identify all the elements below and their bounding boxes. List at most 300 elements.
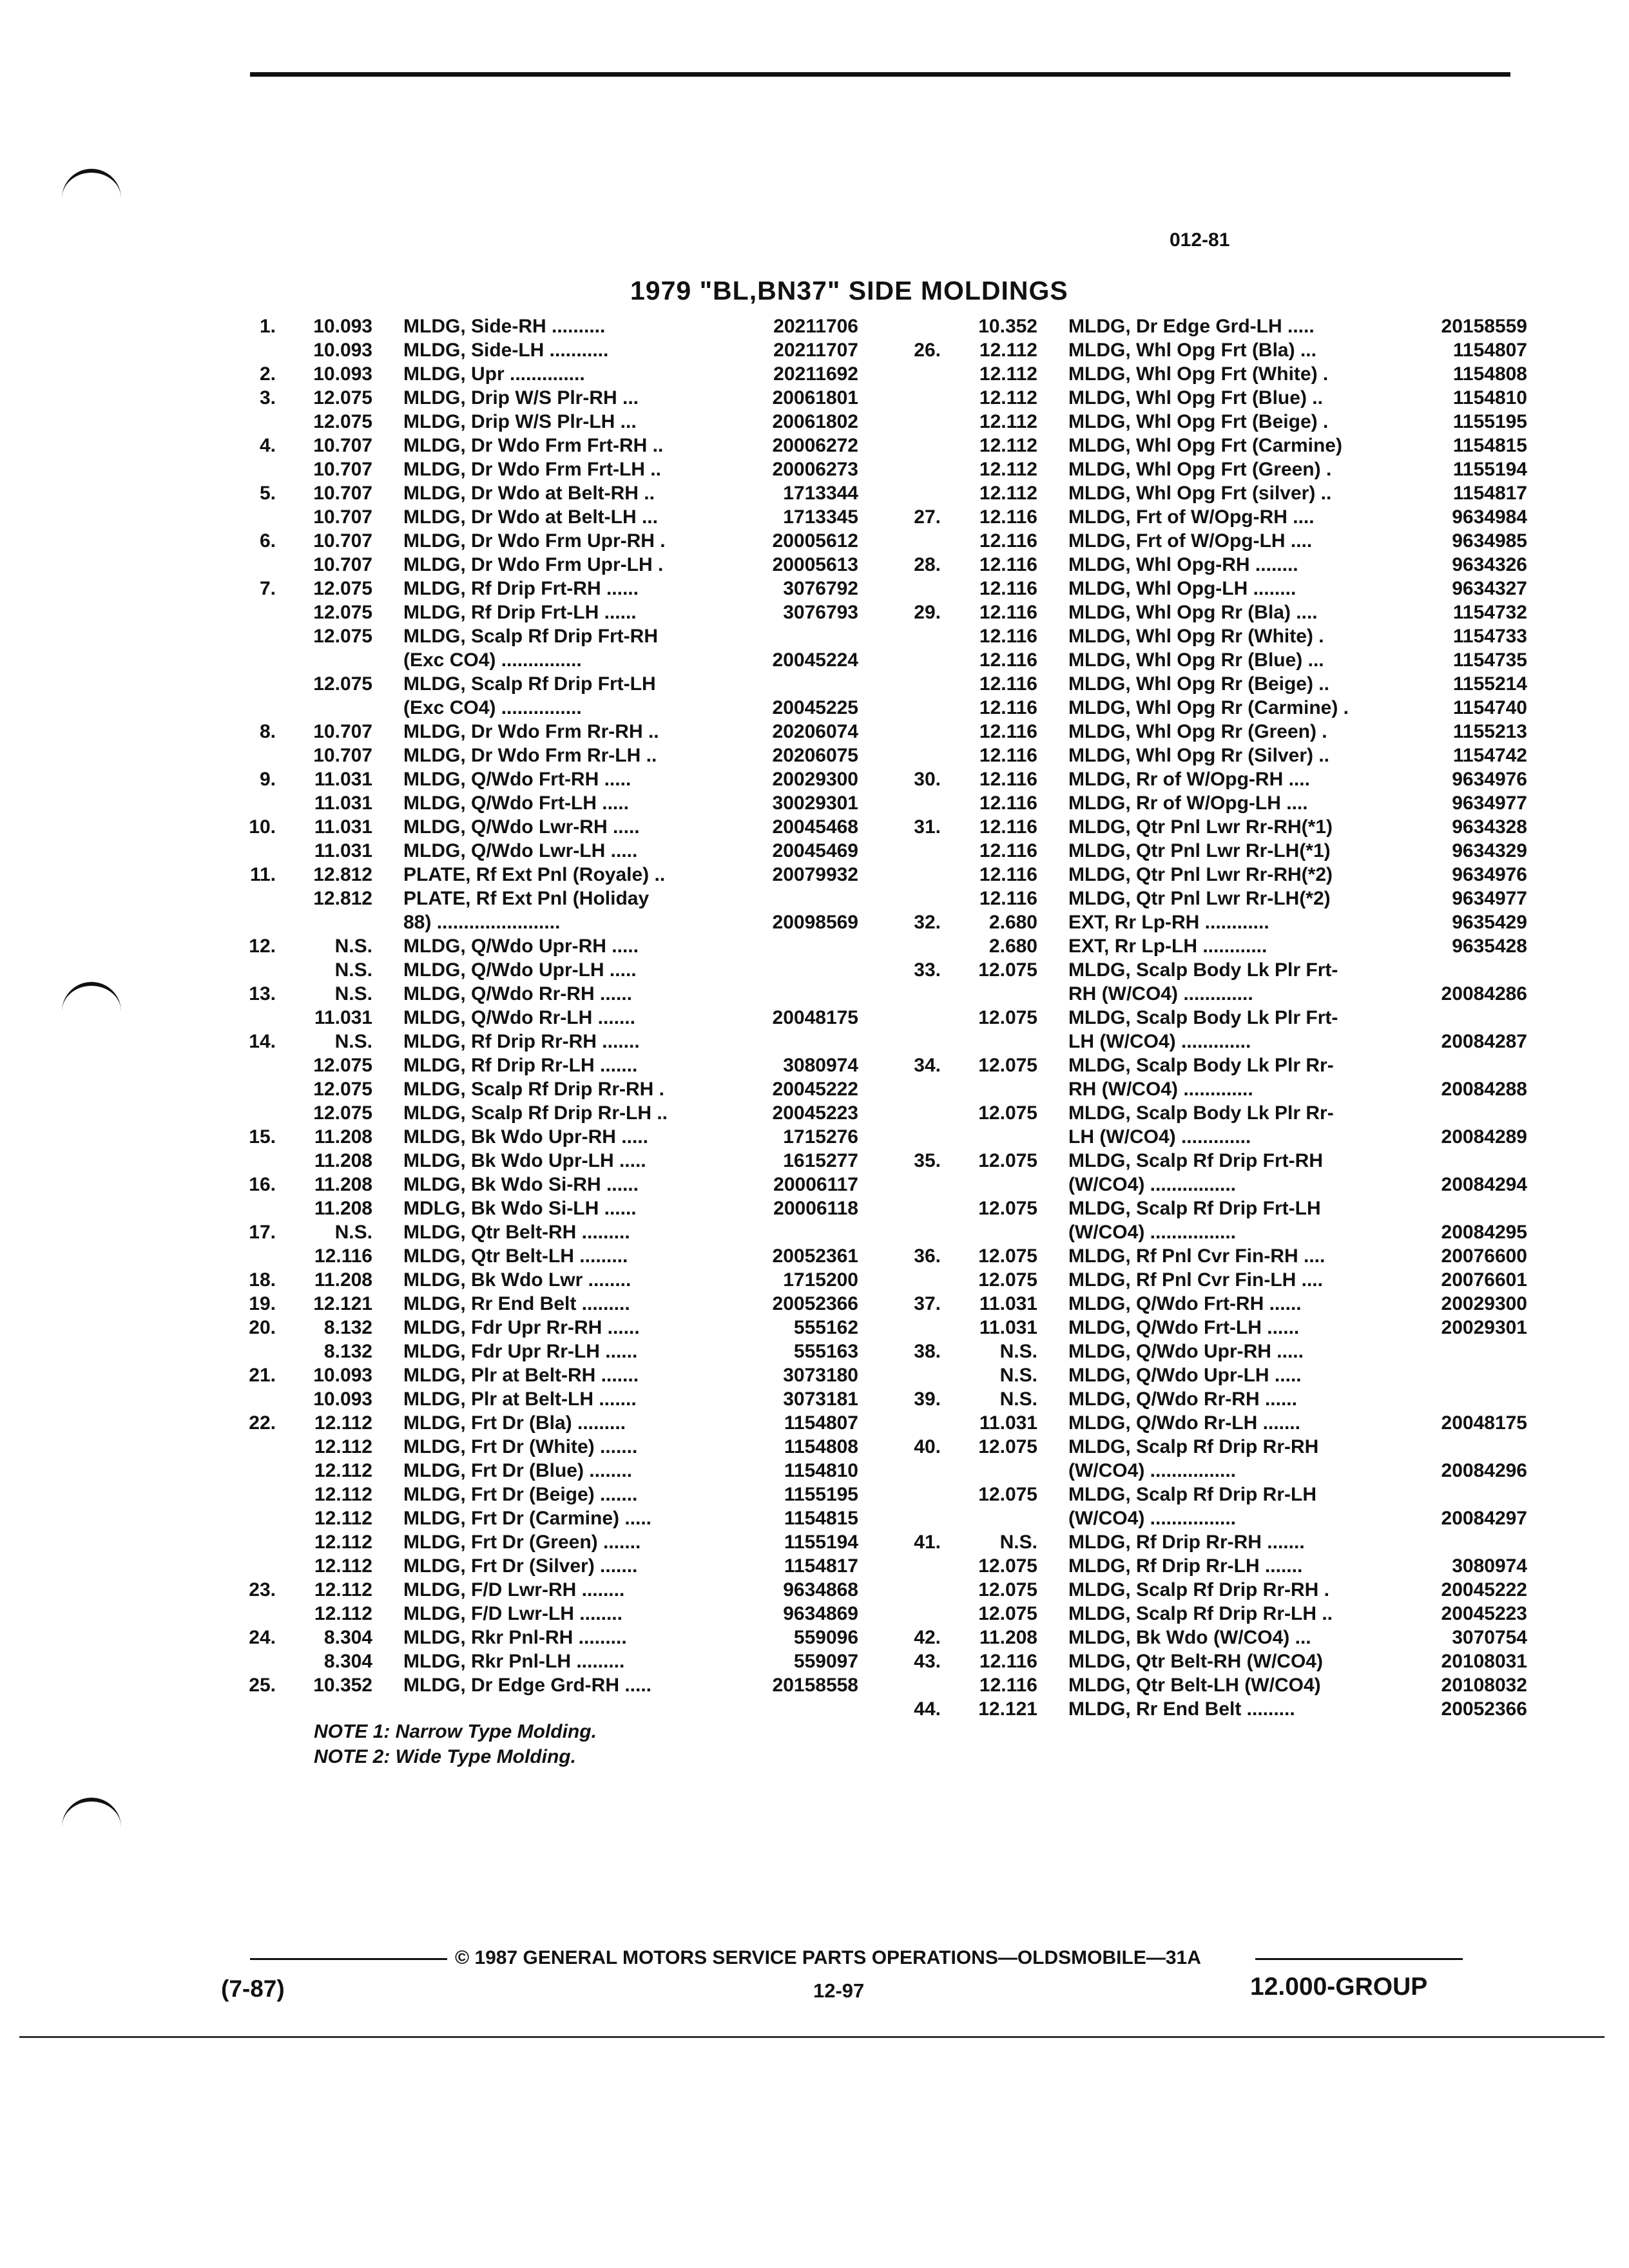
- part-description: MLDG, Bk Wdo (W/CO4) ...: [1068, 1627, 1311, 1648]
- illustration-ref: N.S.: [334, 1031, 372, 1052]
- item-number: 27.: [914, 506, 941, 528]
- item-number: 13.: [249, 983, 276, 1004]
- illustration-ref: 11.031: [979, 1317, 1037, 1338]
- part-number: 20045223: [1441, 1603, 1527, 1624]
- part-description: MLDG, Side-LH ...........: [403, 340, 609, 361]
- page-id: 012-81: [1170, 229, 1230, 251]
- part-description: MLDG, Rr End Belt .........: [403, 1293, 630, 1314]
- part-description: MLDG, Q/Wdo Frt-RH ......: [1068, 1293, 1302, 1314]
- part-number: 20045222: [1441, 1579, 1527, 1600]
- part-description: MLDG, Qtr Belt-RH .........: [403, 1222, 630, 1243]
- part-description: MLDG, Scalp Rf Drip Rr-RH: [1068, 1436, 1319, 1457]
- illustration-ref: 12.075: [978, 1555, 1037, 1577]
- part-number: 1155194: [784, 1532, 858, 1553]
- illustration-ref: 12.075: [313, 578, 372, 599]
- illustration-ref: N.S.: [334, 936, 372, 957]
- illustration-ref: 10.093: [313, 316, 372, 337]
- part-number: 20061801: [772, 387, 858, 408]
- part-description: 88) .......................: [403, 912, 561, 933]
- part-description: MLDG, Scalp Rf Drip Rr-LH ..: [1068, 1603, 1333, 1624]
- part-description: MLDG, Q/Wdo Rr-RH ......: [403, 983, 632, 1004]
- part-description: MLDG, Q/Wdo Upr-LH .....: [1068, 1365, 1302, 1386]
- illustration-ref: 12.112: [979, 459, 1037, 480]
- part-description: MLDG, Scalp Rf Drip Frt-LH: [403, 673, 656, 695]
- part-description: MLDG, Whl Opg Rr (White) .: [1068, 626, 1324, 647]
- part-description: MLDG, Frt Dr (Carmine) .....: [403, 1508, 652, 1529]
- part-description: MLDG, Dr Wdo Frm Frt-LH ..: [403, 459, 661, 480]
- illustration-ref: 11.031: [314, 840, 372, 861]
- illustration-ref: 10.093: [313, 340, 372, 361]
- part-description: MLDG, Scalp Rf Drip Frt-LH: [1068, 1198, 1321, 1219]
- part-number: 20211692: [773, 363, 858, 385]
- part-description: EXT, Rr Lp-RH ............: [1068, 912, 1269, 933]
- part-description: MLDG, Drip W/S Plr-LH ...: [403, 411, 637, 432]
- part-number: 1154740: [1452, 697, 1527, 718]
- part-number: 20045222: [772, 1079, 858, 1100]
- illustration-ref: 12.116: [979, 578, 1037, 599]
- part-number: 1715200: [783, 1269, 858, 1291]
- illustration-ref: 12.075: [978, 1579, 1037, 1600]
- illustration-ref: N.S.: [334, 959, 372, 981]
- part-description: (Exc CO4) ...............: [403, 697, 582, 718]
- illustration-ref: 12.075: [313, 626, 372, 647]
- part-description: MLDG, Q/Wdo Rr-LH .......: [403, 1007, 635, 1028]
- part-number: 1154808: [784, 1436, 858, 1457]
- part-description: MLDG, Q/Wdo Lwr-LH .....: [403, 840, 638, 861]
- part-description: MLDG, F/D Lwr-LH ........: [403, 1603, 622, 1624]
- item-number: 7.: [259, 578, 276, 599]
- part-number: 555163: [793, 1341, 858, 1362]
- part-number: 1154807: [1452, 340, 1527, 361]
- item-number: 35.: [914, 1150, 941, 1171]
- illustration-ref: 10.707: [313, 483, 372, 504]
- part-description: (W/CO4) ................: [1068, 1508, 1237, 1529]
- part-description: MLDG, Whl Opg Rr (Green) .: [1068, 721, 1327, 742]
- part-description: (W/CO4) ................: [1068, 1222, 1237, 1243]
- illustration-ref: 2.680: [988, 912, 1037, 933]
- part-description: MLDG, Q/Wdo Frt-LH .....: [403, 793, 629, 814]
- item-number: 24.: [249, 1627, 276, 1648]
- part-description: MLDG, Whl Opg Frt (Blue) ..: [1068, 387, 1323, 408]
- illustration-ref: 12.075: [313, 1055, 372, 1076]
- part-description: MLDG, Whl Opg Rr (Bla) ....: [1068, 602, 1318, 623]
- illustration-ref: 10.707: [313, 530, 372, 552]
- part-number: 20084287: [1441, 1031, 1527, 1052]
- illustration-ref: 8.304: [323, 1651, 372, 1672]
- item-number: 25.: [249, 1675, 276, 1696]
- part-description: MLDG, Rf Drip Frt-LH ......: [403, 602, 637, 623]
- part-number: 20206075: [772, 745, 858, 766]
- part-description: MLDG, Q/Wdo Rr-RH ......: [1068, 1389, 1297, 1410]
- part-number: 20108032: [1441, 1675, 1527, 1696]
- part-description: MLDG, Frt Dr (Green) .......: [403, 1532, 641, 1553]
- part-number: 20206074: [772, 721, 858, 742]
- part-number: 559096: [793, 1627, 858, 1648]
- item-number: 39.: [914, 1389, 941, 1410]
- part-number: 9634985: [1452, 530, 1527, 552]
- part-description: MLDG, Scalp Rf Drip Rr-RH .: [403, 1079, 665, 1100]
- part-description: MLDG, Bk Wdo Si-RH ......: [403, 1174, 639, 1195]
- illustration-ref: 10.093: [313, 363, 372, 385]
- part-description: PLATE, Rf Ext Pnl (Royale) ..: [403, 864, 666, 885]
- illustration-ref: 11.031: [314, 1007, 372, 1028]
- part-description: MLDG, Qtr Pnl Lwr Rr-LH(*1): [1068, 840, 1331, 861]
- part-description: MLDG, Rf Drip Rr-LH .......: [403, 1055, 638, 1076]
- part-number: 20006273: [772, 459, 858, 480]
- part-number: 20005613: [772, 554, 858, 575]
- item-number: 28.: [914, 554, 941, 575]
- item-number: 34.: [914, 1055, 941, 1076]
- part-description: MLDG, Plr at Belt-LH .......: [403, 1389, 637, 1410]
- part-description: MLDG, Whl Opg Rr (Blue) ...: [1068, 649, 1324, 671]
- part-description: MLDG, Frt Dr (Blue) ........: [403, 1460, 632, 1481]
- copyright-line: © 1987 GENERAL MOTORS SERVICE PARTS OPERATIONS—OLDSMOBILE—31A: [455, 1947, 1201, 1968]
- part-description: MLDG, Q/Wdo Frt-RH .....: [403, 769, 631, 790]
- illustration-ref: 12.116: [979, 793, 1037, 814]
- part-number: 20084295: [1441, 1222, 1527, 1243]
- illustration-ref: 12.812: [313, 888, 372, 909]
- part-number: 20076600: [1441, 1245, 1527, 1267]
- part-description: MLDG, Whl Opg-LH ........: [1068, 578, 1296, 599]
- part-description: (Exc CO4) ...............: [403, 649, 582, 671]
- part-description: MLDG, Scalp Rf Drip Frt-RH: [403, 626, 658, 647]
- part-description: MLDG, Whl Opg Rr (Beige) ..: [1068, 673, 1329, 695]
- part-description: MLDG, Scalp Body Lk Plr Rr-: [1068, 1055, 1334, 1076]
- illustration-ref: 12.116: [979, 745, 1037, 766]
- part-number: 1154807: [784, 1412, 858, 1434]
- illustration-ref: 11.031: [979, 1412, 1037, 1434]
- part-number: 3076792: [783, 578, 858, 599]
- illustration-ref: 12.112: [314, 1460, 372, 1481]
- illustration-ref: 11.031: [314, 816, 372, 838]
- part-description: MLDG, Rf Drip Rr-RH .......: [1068, 1532, 1305, 1553]
- binder-hole-mark-middle: [62, 982, 121, 1012]
- item-number: 18.: [249, 1269, 276, 1291]
- part-description: MLDG, Scalp Rf Drip Rr-RH .: [1068, 1579, 1330, 1600]
- illustration-ref: 12.116: [979, 888, 1037, 909]
- part-description: MLDG, Whl Opg Frt (White) .: [1068, 363, 1329, 385]
- part-number: 3070754: [1452, 1627, 1527, 1648]
- part-description: MLDG, Whl Opg Frt (Beige) .: [1068, 411, 1329, 432]
- part-description: (W/CO4) ................: [1068, 1174, 1237, 1195]
- item-number: 29.: [914, 602, 941, 623]
- part-number: 9634329: [1452, 840, 1527, 861]
- part-number: 559097: [793, 1651, 858, 1672]
- part-number: 1154810: [784, 1460, 858, 1481]
- part-number: 20211706: [773, 316, 858, 337]
- part-number: 9634976: [1452, 864, 1527, 885]
- part-description: MLDG, Frt Dr (Bla) .........: [403, 1412, 626, 1434]
- part-number: 1155213: [1452, 721, 1527, 742]
- illustration-ref: 12.075: [978, 1484, 1037, 1505]
- notes: [314, 1719, 597, 1769]
- part-description: MLDG, Q/Wdo Upr-LH .....: [403, 959, 637, 981]
- illustration-ref: 12.075: [978, 1245, 1037, 1267]
- item-number: 16.: [249, 1174, 276, 1195]
- part-number: 1713345: [783, 506, 858, 528]
- part-description: MLDG, Rr End Belt .........: [1068, 1698, 1295, 1720]
- part-number: 9634977: [1452, 793, 1527, 814]
- part-description: MLDG, Scalp Body Lk Plr Frt-: [1068, 959, 1338, 981]
- part-description: MLDG, Dr Wdo at Belt-RH ..: [403, 483, 655, 504]
- bottom-rule: [19, 2036, 1605, 2038]
- part-description: MLDG, Drip W/S Plr-RH ...: [403, 387, 639, 408]
- illustration-ref: 12.116: [979, 697, 1037, 718]
- illustration-ref: 12.112: [979, 411, 1037, 432]
- part-number: 1155195: [1452, 411, 1527, 432]
- part-number: 3073180: [783, 1365, 858, 1386]
- part-description: EXT, Rr Lp-LH ............: [1068, 936, 1268, 957]
- binder-hole-mark-top: [62, 169, 121, 198]
- illustration-ref: 11.031: [314, 793, 372, 814]
- illustration-ref: 12.116: [979, 864, 1037, 885]
- part-description: MLDG, Whl Opg Frt (Bla) ...: [1068, 340, 1316, 361]
- part-description: MLDG, Dr Wdo at Belt-LH ...: [403, 506, 658, 528]
- illustration-ref: 12.075: [313, 387, 372, 408]
- date-code: (7-87): [221, 1975, 285, 2002]
- illustration-ref: N.S.: [999, 1365, 1037, 1386]
- part-description: MLDG, Scalp Body Lk Plr Rr-: [1068, 1102, 1334, 1124]
- item-number: 1.: [259, 316, 276, 337]
- illustration-ref: 12.112: [979, 435, 1037, 456]
- illustration-ref: 12.112: [314, 1555, 372, 1577]
- part-number: 3076793: [783, 602, 858, 623]
- part-number: 20006118: [773, 1198, 858, 1219]
- illustration-ref: 12.112: [314, 1579, 372, 1600]
- group-label: 12.000-GROUP: [1250, 1973, 1428, 2001]
- illustration-ref: 12.075: [978, 1102, 1037, 1124]
- item-number: 10.: [249, 816, 276, 838]
- item-number: 31.: [914, 816, 941, 838]
- illustration-ref: 12.075: [978, 959, 1037, 981]
- part-number: 1154810: [1452, 387, 1527, 408]
- part-description: MLDG, Frt of W/Opg-RH ....: [1068, 506, 1315, 528]
- part-description: MLDG, Frt Dr (White) .......: [403, 1436, 638, 1457]
- part-number: 20052361: [772, 1245, 858, 1267]
- illustration-ref: 12.112: [314, 1603, 372, 1624]
- part-description: MLDG, Whl Opg Rr (Silver) ..: [1068, 745, 1329, 766]
- footer-rule-left: [250, 1958, 447, 1960]
- illustration-ref: 12.075: [978, 1150, 1037, 1171]
- part-number: 9634868: [783, 1579, 858, 1600]
- illustration-ref: 10.093: [313, 1365, 372, 1386]
- item-number: 2.: [259, 363, 276, 385]
- part-description: MLDG, Q/Wdo Upr-RH .....: [1068, 1341, 1304, 1362]
- illustration-ref: 12.116: [979, 769, 1037, 790]
- illustration-ref: 11.031: [979, 1293, 1037, 1314]
- part-number: 1154742: [1452, 745, 1527, 766]
- illustration-ref: 11.208: [314, 1269, 372, 1291]
- illustration-ref: 12.075: [978, 1436, 1037, 1457]
- illustration-ref: 11.031: [314, 769, 372, 790]
- part-number: 1154808: [1452, 363, 1527, 385]
- illustration-ref: 12.116: [979, 1651, 1037, 1672]
- part-description: MLDG, Whl Opg Frt (Green) .: [1068, 459, 1332, 480]
- illustration-ref: 12.116: [979, 721, 1037, 742]
- illustration-ref: 10.707: [313, 435, 372, 456]
- illustration-ref: 10.352: [978, 316, 1037, 337]
- part-number: 20084289: [1441, 1126, 1527, 1148]
- illustration-ref: 12.112: [314, 1532, 372, 1553]
- part-number: 9634977: [1452, 888, 1527, 909]
- item-number: 30.: [914, 769, 941, 790]
- part-number: 20048175: [1441, 1412, 1527, 1434]
- part-description: MLDG, Qtr Belt-LH (W/CO4): [1068, 1675, 1321, 1696]
- item-number: 14.: [249, 1031, 276, 1052]
- illustration-ref: 12.116: [979, 840, 1037, 861]
- part-description: MLDG, Whl Opg-RH ........: [1068, 554, 1298, 575]
- part-number: 3080974: [1452, 1555, 1527, 1577]
- part-description: MLDG, Dr Wdo Frm Upr-RH .: [403, 530, 666, 552]
- part-description: MLDG, Whl Opg Frt (silver) ..: [1068, 483, 1332, 504]
- part-number: 9634869: [783, 1603, 858, 1624]
- part-number: 9634327: [1452, 578, 1527, 599]
- illustration-ref: 12.112: [979, 387, 1037, 408]
- part-description: MLDG, Rf Drip Rr-LH .......: [1068, 1555, 1303, 1577]
- illustration-ref: 12.116: [979, 554, 1037, 575]
- part-description: MLDG, Qtr Pnl Lwr Rr-RH(*1): [1068, 816, 1333, 838]
- part-description: LH (W/CO4) .............: [1068, 1031, 1251, 1052]
- note-1: NOTE 1: Narrow Type Molding.: [314, 1721, 597, 1742]
- illustration-ref: N.S.: [334, 1222, 372, 1243]
- part-number: 20158558: [772, 1675, 858, 1696]
- part-description: MLDG, Dr Wdo Frm Frt-RH ..: [403, 435, 664, 456]
- item-number: 40.: [914, 1436, 941, 1457]
- part-number: 1154817: [1452, 483, 1527, 504]
- item-number: 8.: [259, 721, 276, 742]
- illustration-ref: 2.680: [988, 936, 1037, 957]
- part-description: MLDG, Scalp Body Lk Plr Frt-: [1068, 1007, 1338, 1028]
- part-description: MLDG, Fdr Upr Rr-LH ......: [403, 1341, 638, 1362]
- part-description: MLDG, Dr Wdo Frm Upr-LH .: [403, 554, 664, 575]
- part-description: MLDG, Plr at Belt-RH .......: [403, 1365, 639, 1386]
- item-number: 20.: [249, 1317, 276, 1338]
- part-number: 20045225: [772, 697, 858, 718]
- item-number: 11.: [249, 864, 276, 885]
- item-number: 42.: [914, 1627, 941, 1648]
- illustration-ref: 10.707: [313, 745, 372, 766]
- illustration-ref: 12.075: [978, 1007, 1037, 1028]
- part-description: RH (W/CO4) .............: [1068, 1079, 1253, 1100]
- illustration-ref: 12.112: [314, 1508, 372, 1529]
- illustration-ref: 12.116: [979, 506, 1037, 528]
- illustration-ref: 12.112: [314, 1484, 372, 1505]
- part-number: 1155195: [784, 1484, 858, 1505]
- part-description: MLDG, Frt Dr (Silver) .......: [403, 1555, 638, 1577]
- item-number: 6.: [259, 530, 276, 552]
- part-number: 20084288: [1441, 1079, 1527, 1100]
- part-number: 20005612: [772, 530, 858, 552]
- illustration-ref: 12.112: [314, 1412, 372, 1434]
- part-description: MLDG, Scalp Rf Drip Rr-LH: [1068, 1484, 1317, 1505]
- part-description: MLDG, Fdr Upr Rr-RH ......: [403, 1317, 640, 1338]
- illustration-ref: 12.112: [979, 340, 1037, 361]
- item-number: 5.: [259, 483, 276, 504]
- part-description: MLDG, Frt Dr (Beige) .......: [403, 1484, 638, 1505]
- part-number: 3080974: [783, 1055, 858, 1076]
- item-number: 38.: [914, 1341, 941, 1362]
- part-number: 20045469: [772, 840, 858, 861]
- item-number: 4.: [259, 435, 276, 456]
- part-number: 20158559: [1441, 316, 1527, 337]
- illustration-ref: 11.208: [979, 1627, 1037, 1648]
- part-description: MLDG, Rkr Pnl-LH .........: [403, 1651, 625, 1672]
- illustration-ref: 12.116: [979, 530, 1037, 552]
- part-number: 20006117: [773, 1174, 858, 1195]
- part-number: 1154732: [1452, 602, 1527, 623]
- part-number: 20061802: [772, 411, 858, 432]
- item-number: 41.: [914, 1532, 941, 1553]
- illustration-ref: 12.116: [979, 1675, 1037, 1696]
- part-number: 3073181: [783, 1389, 858, 1410]
- illustration-ref: 12.116: [979, 816, 1037, 838]
- part-number: 1154733: [1452, 626, 1527, 647]
- illustration-ref: N.S.: [999, 1389, 1037, 1410]
- part-description: (W/CO4) ................: [1068, 1460, 1237, 1481]
- part-number: 20052366: [772, 1293, 858, 1314]
- illustration-ref: 12.075: [313, 1102, 372, 1124]
- part-description: MLDG, Dr Edge Grd-RH .....: [403, 1675, 652, 1696]
- illustration-ref: 8.304: [323, 1627, 372, 1648]
- part-description: MLDG, Rf Drip Rr-RH .......: [403, 1031, 640, 1052]
- illustration-ref: 12.075: [978, 1603, 1037, 1624]
- part-description: MLDG, Dr Wdo Frm Rr-RH ..: [403, 721, 659, 742]
- item-number: 15.: [249, 1126, 276, 1148]
- part-number: 20076601: [1441, 1269, 1527, 1291]
- part-number: 1155214: [1452, 673, 1527, 695]
- binder-hole-mark-bottom: [62, 1798, 121, 1827]
- illustration-ref: 12.075: [313, 602, 372, 623]
- page-title: 1979 "BL,BN37" SIDE MOLDINGS: [630, 276, 1068, 305]
- part-description: MLDG, Qtr Pnl Lwr Rr-LH(*2): [1068, 888, 1331, 909]
- item-number: 22.: [249, 1412, 276, 1434]
- part-number: 20108031: [1441, 1651, 1527, 1672]
- part-number: 20045468: [772, 816, 858, 838]
- part-description: MLDG, Rf Pnl Cvr Fin-RH ....: [1068, 1245, 1325, 1267]
- part-number: 30029301: [772, 793, 858, 814]
- part-description: PLATE, Rf Ext Pnl (Holiday: [403, 888, 650, 909]
- illustration-ref: 11.208: [314, 1198, 372, 1219]
- part-number: 20211707: [773, 340, 858, 361]
- footer-rule-right: [1255, 1958, 1463, 1960]
- part-description: MLDG, Rr of W/Opg-LH ....: [1068, 793, 1308, 814]
- part-number: 9635428: [1452, 936, 1527, 957]
- item-number: 36.: [914, 1245, 941, 1267]
- illustration-ref: 12.116: [314, 1245, 372, 1267]
- illustration-ref: 12.812: [313, 864, 372, 885]
- item-number: 26.: [914, 340, 941, 361]
- item-number: 9.: [259, 769, 276, 790]
- part-description: MLDG, Rr of W/Opg-RH ....: [1068, 769, 1310, 790]
- part-description: MLDG, Dr Wdo Frm Rr-LH ..: [403, 745, 657, 766]
- illustration-ref: 8.132: [323, 1341, 372, 1362]
- illustration-ref: 10.707: [313, 506, 372, 528]
- part-number: 9634984: [1452, 506, 1527, 528]
- item-number: 23.: [249, 1579, 276, 1600]
- illustration-ref: 12.121: [978, 1698, 1037, 1720]
- illustration-ref: 10.093: [313, 1389, 372, 1410]
- part-description: MLDG, Qtr Belt-RH (W/CO4): [1068, 1651, 1323, 1672]
- part-number: 20048175: [772, 1007, 858, 1028]
- part-number: 9634328: [1452, 816, 1527, 838]
- illustration-ref: 12.116: [979, 673, 1037, 695]
- illustration-ref: 12.075: [978, 1055, 1037, 1076]
- illustration-ref: 10.352: [313, 1675, 372, 1696]
- part-number: 1715276: [783, 1126, 858, 1148]
- illustration-ref: 11.208: [314, 1126, 372, 1148]
- part-number: 20079932: [772, 864, 858, 885]
- illustration-ref: 12.075: [978, 1198, 1037, 1219]
